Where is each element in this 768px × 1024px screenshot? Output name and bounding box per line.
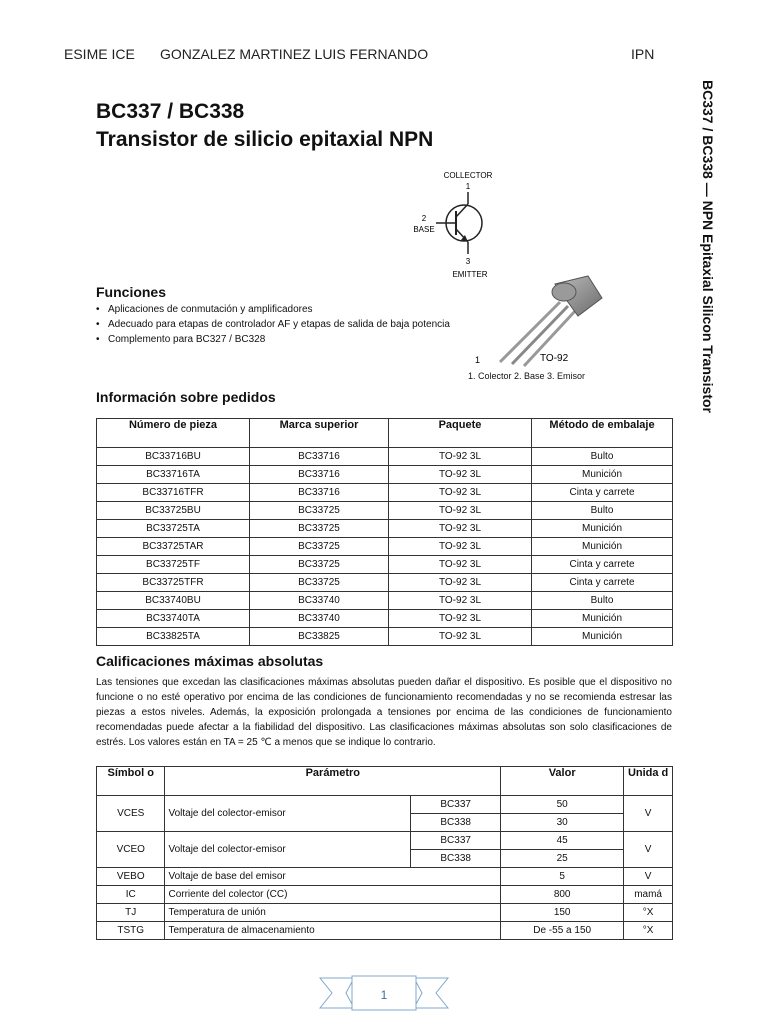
part-number-cell: BC33725BU (97, 502, 250, 520)
ordering-heading: Información sobre pedidos (96, 389, 276, 405)
table-row (97, 922, 673, 940)
value-cell: 5 (501, 868, 624, 886)
table-row (97, 628, 673, 646)
package-cell: TO-92 3L (389, 466, 532, 484)
packing-method-cell: Bulto (532, 448, 673, 466)
table-row (97, 466, 673, 484)
page-title: BC337 / BC338 (96, 100, 245, 123)
table-row (97, 832, 673, 850)
part-number-cell: BC33725TAR (97, 538, 250, 556)
to92-package-image (460, 262, 610, 372)
param-cell: Voltaje del colector-emisor (165, 796, 411, 832)
package-cell: TO-92 3L (389, 592, 532, 610)
header-institute: IPN (631, 46, 655, 62)
value-cell: 30 (501, 814, 624, 832)
packing-method-cell: Munición (532, 628, 673, 646)
param-cell: Voltaje del colector-emisor (165, 832, 411, 868)
table-row (97, 868, 673, 886)
table-row (97, 796, 673, 814)
table-row (97, 502, 673, 520)
param-cell: Voltaje de base del emisor (165, 868, 501, 886)
ordering-header-row (97, 419, 673, 448)
top-mark-cell: BC33716 (250, 484, 389, 502)
col-symbol: Símbol o (97, 767, 165, 796)
header-school: ESIME ICE (64, 46, 135, 62)
top-mark-cell: BC33725 (250, 502, 389, 520)
page-number-ribbon (318, 972, 450, 1016)
device-cell: BC337 (411, 832, 501, 850)
package-cell: TO-92 3L (389, 610, 532, 628)
top-mark-cell: BC33716 (250, 466, 389, 484)
value-cell: 45 (501, 832, 624, 850)
ratings-table (96, 766, 673, 940)
part-number-cell: BC33716TFR (97, 484, 250, 502)
table-row (97, 520, 673, 538)
part-number-cell: BC33725TA (97, 520, 250, 538)
header-author: GONZALEZ MARTINEZ LUIS FERNANDO (160, 46, 429, 62)
symbol-cell: IC (97, 886, 165, 904)
features-heading: Funciones (96, 284, 167, 300)
table-row (97, 538, 673, 556)
packing-method-cell: Bulto (532, 592, 673, 610)
symbol-cell: TJ (97, 904, 165, 922)
page-subtitle: Transistor de silicio epitaxial NPN (96, 128, 434, 151)
table-row (97, 484, 673, 502)
packing-method-cell: Munición (532, 538, 673, 556)
param-cell: Corriente del colector (CC) (165, 886, 501, 904)
unit-cell: °X (624, 922, 673, 940)
part-number-cell: BC33716TA (97, 466, 250, 484)
top-mark-cell: BC33740 (250, 592, 389, 610)
package-cell: TO-92 3L (389, 448, 532, 466)
packing-method-cell: Cinta y carrete (532, 574, 673, 592)
feature-item: • Adecuado para etapas de controlador AF y etapas de salida de baja potencia (96, 319, 450, 330)
ratings-paragraph: Las tensiones que excedan las clasificaciones máximas absolutas pueden dañar el dispositivo. Es posible que el dispositivo no funcione o no esté operativo por encima de las condiciones de funcionamiento recomendadas y no se recomienda estresar las piezas a estos niveles. Además, la exposición prolongada a tensiones por encima de las condiciones de funcionamiento recomendadas puede afectar a la fiabilidad del dispositivo. Las clasificaciones máximas absolutas son solo clasificaciones de estrés. Los valores están en TA = 25 ℃ a menos que se indique lo contrario. (96, 677, 672, 748)
col-package: Paquete (389, 419, 532, 448)
packing-method-cell: Cinta y carrete (532, 556, 673, 574)
part-number-cell: BC33725TF (97, 556, 250, 574)
top-mark-cell: BC33740 (250, 610, 389, 628)
feature-item: • Aplicaciones de conmutación y amplificadores (96, 304, 450, 315)
param-cell: Temperatura de unión (165, 904, 501, 922)
table-row (97, 448, 673, 466)
symbol-cell: VCES (97, 796, 165, 832)
base-label: BASE (413, 225, 435, 234)
value-cell: 800 (501, 886, 624, 904)
col-packing-method: Método de embalaje (532, 419, 673, 448)
top-mark-cell: BC33725 (250, 556, 389, 574)
part-number-cell: BC33740TA (97, 610, 250, 628)
unit-cell: V (624, 832, 673, 868)
package-name: TO-92 (540, 353, 569, 364)
top-mark-cell: BC33725 (250, 538, 389, 556)
ordering-table (96, 418, 673, 646)
unit-cell: V (624, 796, 673, 832)
part-number-cell: BC33716BU (97, 448, 250, 466)
part-number-cell: BC33725TFR (97, 574, 250, 592)
value-cell: 25 (501, 850, 624, 868)
package-cell: TO-92 3L (389, 574, 532, 592)
page-number: 1 (380, 988, 388, 1002)
unit-cell: °X (624, 904, 673, 922)
packing-method-cell: Munición (532, 466, 673, 484)
package-cell: TO-92 3L (389, 520, 532, 538)
col-value: Valor (501, 767, 624, 796)
collector-label: COLLECTOR (443, 171, 493, 180)
emitter-label: EMITTER (452, 270, 488, 279)
packing-method-cell: Munición (532, 520, 673, 538)
device-cell: BC338 (411, 850, 501, 868)
top-mark-cell: BC33725 (250, 574, 389, 592)
pin2-label: 2 (421, 214, 427, 223)
symbol-cell: TSTG (97, 922, 165, 940)
table-row (97, 592, 673, 610)
package-cell: TO-92 3L (389, 484, 532, 502)
device-cell: BC337 (411, 796, 501, 814)
pin3-label: 3 (465, 257, 471, 266)
top-mark-cell: BC33716 (250, 448, 389, 466)
ratings-header-row (97, 767, 673, 796)
device-cell: BC338 (411, 814, 501, 832)
col-part-number: Número de pieza (97, 419, 250, 448)
col-top-mark: Marca superior (250, 419, 389, 448)
table-row (97, 556, 673, 574)
pin-caption: 1. Colector 2. Base 3. Emisor (468, 371, 586, 381)
col-parameter: Parámetro (165, 767, 501, 796)
package-cell: TO-92 3L (389, 628, 532, 646)
packing-method-cell: Munición (532, 610, 673, 628)
param-cell: Temperatura de almacenamiento (165, 922, 501, 940)
unit-cell: V (624, 868, 673, 886)
packing-method-cell: Cinta y carrete (532, 484, 673, 502)
packing-method-cell: Bulto (532, 502, 673, 520)
side-title: BC337 / BC338 — NPN Epitaxial Silicon Transistor (700, 80, 716, 413)
part-number-cell: BC33740BU (97, 592, 250, 610)
table-row (97, 904, 673, 922)
pin1-label: 1 (465, 182, 471, 191)
table-row (97, 886, 673, 904)
value-cell: 150 (501, 904, 624, 922)
features-list (96, 304, 450, 349)
symbol-cell: VEBO (97, 868, 165, 886)
value-cell: De -55 a 150 (501, 922, 624, 940)
package-cell: TO-92 3L (389, 538, 532, 556)
symbol-cell: VCEO (97, 832, 165, 868)
feature-item: • Complemento para BC327 / BC328 (96, 334, 450, 345)
package-cell: TO-92 3L (389, 556, 532, 574)
top-mark-cell: BC33825 (250, 628, 389, 646)
col-unit: Unida d (624, 767, 673, 796)
top-mark-cell: BC33725 (250, 520, 389, 538)
ratings-heading: Calificaciones máximas absolutas (96, 653, 324, 669)
unit-cell: mamá (624, 886, 673, 904)
part-number-cell: BC33825TA (97, 628, 250, 646)
table-row (97, 610, 673, 628)
package-pin-label: 1 (475, 355, 481, 365)
package-cell: TO-92 3L (389, 502, 532, 520)
table-row (97, 574, 673, 592)
value-cell: 50 (501, 796, 624, 814)
